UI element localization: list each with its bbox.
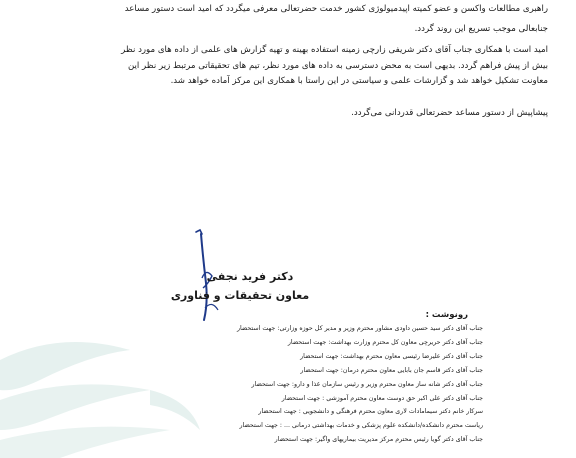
- paragraph-line: جنابعالی موجب تسریع این روند گردد.: [414, 23, 548, 34]
- signer-name: دکتر فرید نجفی: [206, 270, 294, 283]
- cc-recipient: جناب آقای دکتر سید حسین داودی مشاور محترم وزیر و مدیر کل حوزه وزارتی: جهت استحضار: [236, 325, 483, 332]
- paragraph-line: پیشاپیش از دستور مساعد حضرتعالی قدردانی می‌گردد.: [351, 108, 548, 118]
- paragraph-line: راهبری مطالعات واکسن و عضو کمیته اپیدمیولوژی کشور خدمت حضرتعالی معرفی میگردد که امید است دستور مساعد: [124, 4, 548, 14]
- paragraph-2: [28, 43, 548, 89]
- paragraph-3: [28, 101, 548, 121]
- cc-recipient: جناب آقای دکتر علیرضا رئیسی معاون محترم بهداشت: جهت استحضار: [300, 352, 483, 360]
- cc-recipient: جناب آقای دکتر گویا رئیس محترم مرکز مدیریت بیماریهای واگیر: جهت استحضار: [274, 436, 483, 444]
- cc-recipient: جناب آقای دکتر شانه ساز معاون محترم وزیر و رئیس سازمان غذا و دارو: جهت استحضار: [251, 380, 483, 388]
- cc-label: رونوشت :: [425, 310, 468, 320]
- paragraph-line: امید است با همکاری جناب آقای دکتر شریفی زارچی زمینه استفاده بهینه و تهیه گزارش های علمی از داده های مورد نظر: [121, 45, 548, 55]
- signer-title: معاون تحقیقات و فناوری: [170, 289, 310, 302]
- cc-recipient: جناب آقای دکتر قاسم جان بابایی معاون محترم درمان: جهت استحضار: [300, 366, 483, 374]
- cc-recipient: جناب آقای دکتر علی اکبر حق دوست معاون محترم آموزشی : جهت استحضار: [281, 394, 483, 402]
- cc-list: [63, 322, 483, 447]
- cc-recipient: جناب آقای دکتر حریرچی معاون کل محترم وزارت بهداشت: جهت استحضار: [287, 338, 483, 346]
- paragraph-line: معاونت تشکیل خواهد شد و گزارشات علمی و سیاستی در این راستا با همکاری این مرکز آماده خواهد شد.: [170, 76, 548, 87]
- cc-recipient: ریاست محترم دانشکده/دانشکده علوم پزشکی و خدمات بهداشتی درمانی ... : جهت استحضار: [239, 422, 483, 430]
- paragraph-1: [28, 0, 548, 36]
- paragraph-line: بیش از پیش فراهم گردد. بدیهی است به محض دسترسی به داده های مورد نظر، تیم های تحقیقاتی مرتبط زیر نظر این: [128, 60, 548, 71]
- cc-recipient: سرکار خانم دکتر سیمامادات لاری معاون محترم فرهنگی و دانشجویی : جهت استحضار: [258, 408, 483, 416]
